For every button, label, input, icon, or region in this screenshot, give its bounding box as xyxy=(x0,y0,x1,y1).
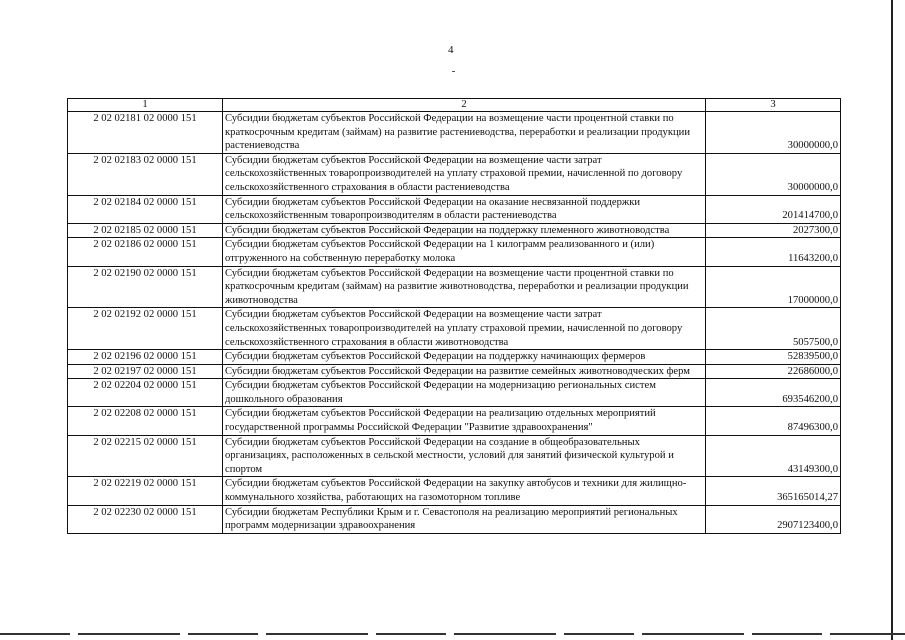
subsidy-amount: 693546200,0 xyxy=(706,379,841,407)
column-header: 1 xyxy=(68,99,223,112)
budget-code: 2 02 02197 02 0000 151 xyxy=(68,364,223,379)
subsidy-amount: 87496300,0 xyxy=(706,407,841,435)
table-row xyxy=(68,195,841,223)
budget-code: 2 02 02181 02 0000 151 xyxy=(68,112,223,154)
subsidy-description: Субсидии бюджетам субъектов Российской Федерации на возмещение части процентной ставки по краткосрочным кредитам (займам) на развитие растениеводства, переработки и реализации продукции растениеводства xyxy=(223,112,706,154)
subsidy-amount: 5057500,0 xyxy=(706,308,841,350)
budget-code: 2 02 02215 02 0000 151 xyxy=(68,435,223,477)
subsidy-amount: 2907123400,0 xyxy=(706,505,841,533)
budget-code: 2 02 02230 02 0000 151 xyxy=(68,505,223,533)
table-row xyxy=(68,223,841,238)
table-row xyxy=(68,364,841,379)
scan-edge xyxy=(0,633,905,635)
subsidy-amount: 201414700,0 xyxy=(706,195,841,223)
budget-code: 2 02 02185 02 0000 151 xyxy=(68,223,223,238)
table-row xyxy=(68,112,841,154)
subsidy-amount: 43149300,0 xyxy=(706,435,841,477)
subsidy-description: Субсидии бюджетам субъектов Российской Федерации на создание в общеобразовательных организациях, расположенных в сельской местности, условий для занятий физической культурой и спортом xyxy=(223,435,706,477)
subsidy-description: Субсидии бюджетам субъектов Российской Федерации на возмещение части затрат сельскохозяйственных товаропроизводителей на уплату страховой премии, начисленной по договору сельскохозяйственного страхования в области животноводства xyxy=(223,308,706,350)
subsidy-amount: 2027300,0 xyxy=(706,223,841,238)
subsidy-description: Субсидии бюджетам субъектов Российской Федерации на поддержку племенного животноводства xyxy=(223,223,706,238)
scan-mark xyxy=(452,71,455,72)
subsidy-amount: 17000000,0 xyxy=(706,266,841,308)
table-row xyxy=(68,407,841,435)
budget-code: 2 02 02190 02 0000 151 xyxy=(68,266,223,308)
table-row xyxy=(68,379,841,407)
budget-code: 2 02 02192 02 0000 151 xyxy=(68,308,223,350)
budget-code: 2 02 02184 02 0000 151 xyxy=(68,195,223,223)
table-row xyxy=(68,238,841,266)
subsidy-amount: 11643200,0 xyxy=(706,238,841,266)
subsidy-description: Субсидии бюджетам субъектов Российской Федерации на возмещение части процентной ставки по краткосрочным кредитам (займам) на развитие животноводства, переработки и реализации продукции животноводства xyxy=(223,266,706,308)
column-header: 3 xyxy=(706,99,841,112)
budget-code: 2 02 02208 02 0000 151 xyxy=(68,407,223,435)
subsidy-amount: 52839500,0 xyxy=(706,350,841,365)
table-row xyxy=(68,266,841,308)
subsidy-amount: 30000000,0 xyxy=(706,112,841,154)
table-row xyxy=(68,505,841,533)
subsidy-description: Субсидии бюджетам субъектов Российской Федерации на 1 килограмм реализованного и (или) отгруженного на собственную переработку молока xyxy=(223,238,706,266)
subsidy-description: Субсидии бюджетам субъектов Российской Федерации на поддержку начинающих фермеров xyxy=(223,350,706,365)
table-row xyxy=(68,477,841,505)
table-row xyxy=(68,435,841,477)
budget-code: 2 02 02183 02 0000 151 xyxy=(68,153,223,195)
subsidy-description: Субсидии бюджетам субъектов Российской Федерации на закупку автобусов и техники для жилищно-коммунального хозяйства, работающих на газомоторном топливе xyxy=(223,477,706,505)
subsidies-table xyxy=(67,98,841,534)
table-body xyxy=(68,112,841,534)
scan-edge xyxy=(891,0,893,640)
budget-code: 2 02 02204 02 0000 151 xyxy=(68,379,223,407)
subsidy-amount: 365165014,27 xyxy=(706,477,841,505)
table-row xyxy=(68,308,841,350)
table-header-row xyxy=(68,99,841,112)
table-row xyxy=(68,153,841,195)
budget-code: 2 02 02186 02 0000 151 xyxy=(68,238,223,266)
page-number: 4 xyxy=(448,44,454,56)
subsidy-description: Субсидии бюджетам субъектов Российской Федерации на реализацию отдельных мероприятий государственной программы Российской Федерации "Развитие здравоохранения" xyxy=(223,407,706,435)
budget-code: 2 02 02196 02 0000 151 xyxy=(68,350,223,365)
subsidy-description: Субсидии бюджетам субъектов Российской Федерации на оказание несвязанной поддержки сельскохозяйственным товаропроизводителям в области растениеводства xyxy=(223,195,706,223)
subsidy-amount: 22686000,0 xyxy=(706,364,841,379)
column-header: 2 xyxy=(223,99,706,112)
subsidy-description: Субсидии бюджетам субъектов Российской Федерации на возмещение части затрат сельскохозяйственных товаропроизводителей на уплату страховой премии, начисленной по договору сельскохозяйственного страхования в области растениеводства xyxy=(223,153,706,195)
subsidy-amount: 30000000,0 xyxy=(706,153,841,195)
subsidy-description: Субсидии бюджетам субъектов Российской Федерации на модернизацию региональных систем дошкольного образования xyxy=(223,379,706,407)
table-row xyxy=(68,350,841,365)
subsidy-description: Субсидии бюджетам субъектов Российской Федерации на развитие семейных животноводческих ферм xyxy=(223,364,706,379)
subsidy-description: Субсидии бюджетам Республики Крым и г. Севастополя на реализацию мероприятий региональных программ модернизации здравоохранения xyxy=(223,505,706,533)
budget-code: 2 02 02219 02 0000 151 xyxy=(68,477,223,505)
